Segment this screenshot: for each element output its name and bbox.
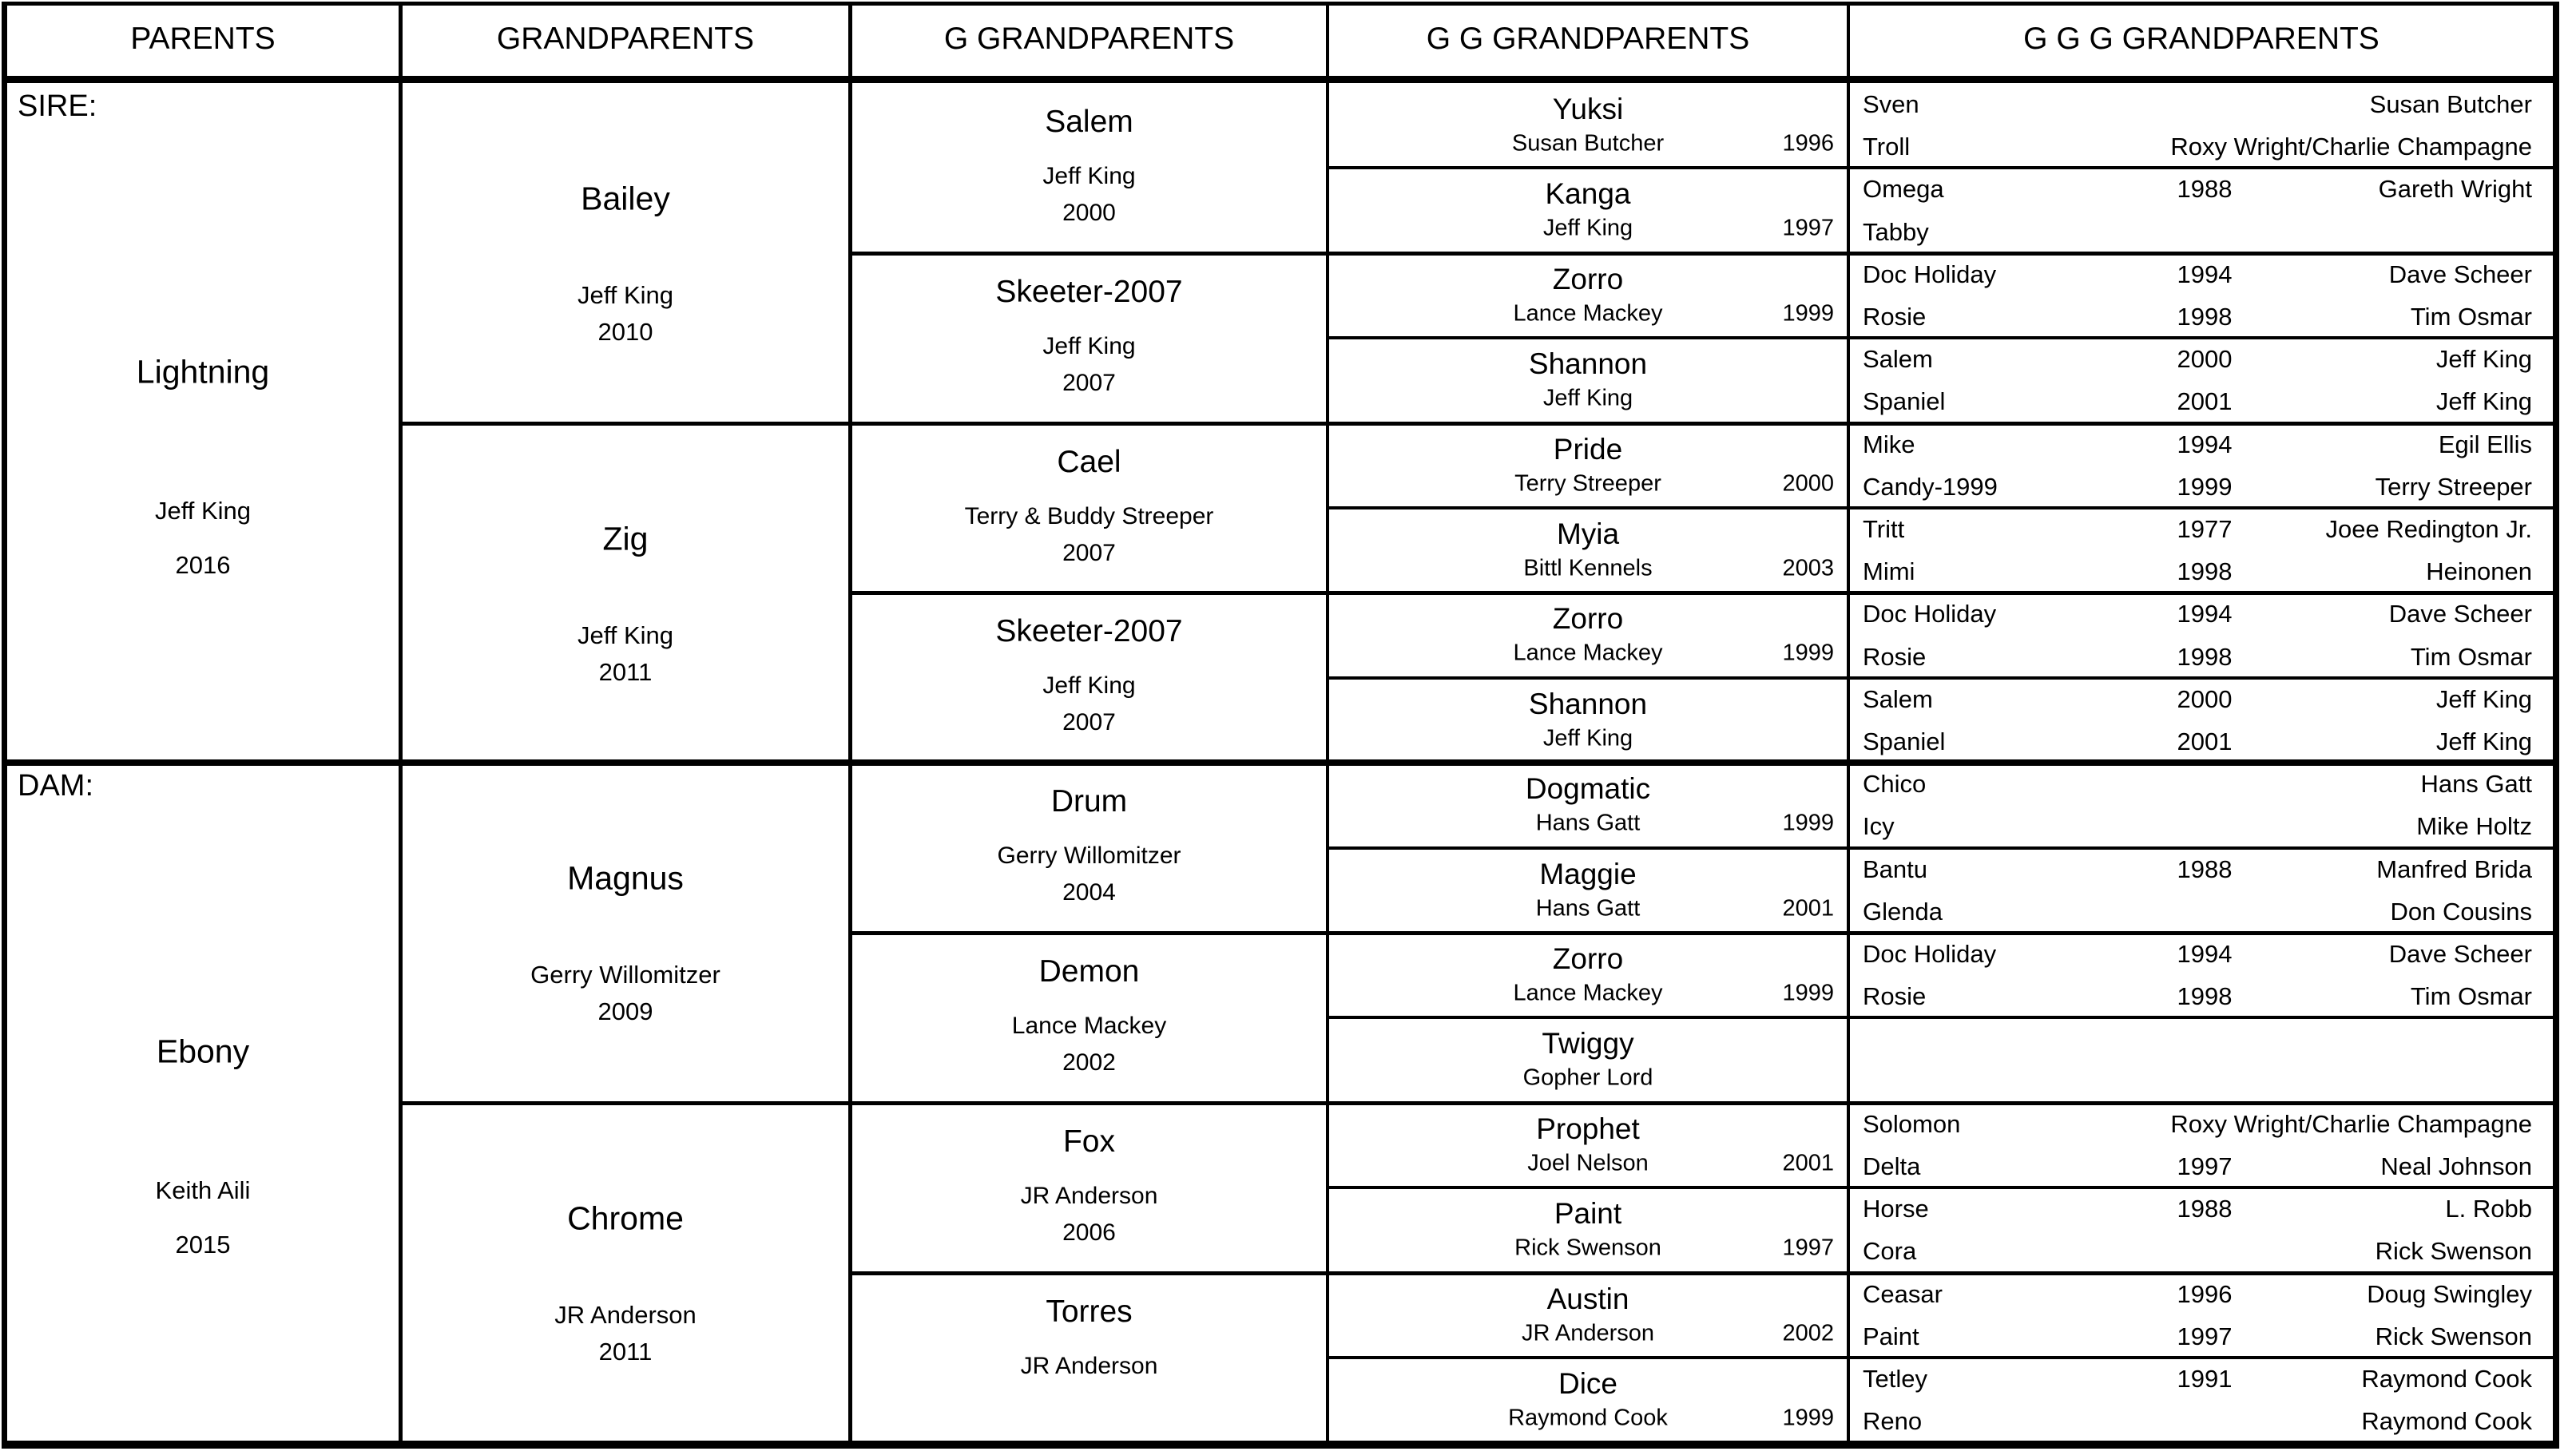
dog-year: 2011 bbox=[598, 658, 653, 687]
dog-year: 1991 bbox=[2177, 1365, 2233, 1393]
ggg-grandparent-row bbox=[1850, 125, 2553, 168]
dog-name: Horse bbox=[1863, 1195, 1929, 1223]
sire-label: SIRE: bbox=[18, 89, 97, 123]
dog-name: Zorro bbox=[1552, 262, 1624, 295]
gg-grandparent-cell bbox=[1329, 1103, 1847, 1187]
grandparent-cell bbox=[403, 83, 848, 422]
dam-label: DAM: bbox=[18, 769, 93, 803]
gg-grandparent-cell bbox=[1329, 423, 1847, 508]
dog-year: 1988 bbox=[2177, 1195, 2233, 1223]
dog-year: 1999 bbox=[1782, 300, 1834, 327]
dog-breeder: Jeff King bbox=[2435, 345, 2532, 373]
dog-name: Rosie bbox=[1863, 303, 1927, 331]
dam-cell bbox=[7, 763, 399, 1442]
dog-breeder: Dave Scheer bbox=[2388, 260, 2532, 288]
dog-year: 1994 bbox=[2177, 260, 2233, 288]
dog-year: 2003 bbox=[1782, 555, 1834, 581]
dog-name: Yuksi bbox=[1552, 92, 1624, 125]
column-header-label: GRANDPARENTS bbox=[496, 21, 755, 56]
dog-name: Omega bbox=[1863, 175, 1944, 203]
dog-breeder: Heinonen bbox=[2426, 557, 2532, 585]
ggg-grandparent-row bbox=[1850, 295, 2553, 339]
dog-breeder: Jeff King bbox=[1542, 725, 1633, 751]
g-grandparent-cell bbox=[852, 1273, 1326, 1442]
dog-breeder: Lance Mackey bbox=[1513, 640, 1663, 666]
dog-breeder: Dave Scheer bbox=[2388, 600, 2532, 628]
dog-breeder: Terry & Buddy Streeper bbox=[964, 502, 1214, 529]
table-border-left bbox=[2, 2, 7, 1449]
dog-breeder: Manfred Brida bbox=[2376, 855, 2532, 883]
dog-name: Zorro bbox=[1552, 601, 1624, 635]
ggg-grandparent-row bbox=[1850, 1145, 2553, 1188]
dog-year: 1999 bbox=[2177, 473, 2233, 501]
dog-name: Zorro bbox=[1552, 942, 1624, 975]
dog-name: Twiggy bbox=[1542, 1026, 1634, 1060]
ggg-grandparent-row bbox=[1850, 211, 2553, 254]
ggg-grandparent-row bbox=[1850, 1273, 2553, 1316]
dog-year: 2001 bbox=[2177, 387, 2233, 415]
ggg-grandparent-row bbox=[1850, 848, 2553, 891]
dog-year: 1997 bbox=[2177, 1152, 2233, 1180]
dog-name: Shannon bbox=[1528, 347, 1648, 380]
dog-year: 1997 bbox=[1782, 1235, 1834, 1261]
dog-breeder: Doug Swingley bbox=[2367, 1280, 2532, 1308]
gg-grandparent-cell bbox=[1329, 1358, 1847, 1442]
dog-year: 2002 bbox=[1782, 1320, 1834, 1346]
column-header-gg-grandparents bbox=[1329, 2, 1847, 76]
dog-name: Maggie bbox=[1539, 857, 1637, 890]
dog-breeder: Neal Johnson bbox=[2380, 1152, 2532, 1180]
dog-name: Dogmatic bbox=[1525, 771, 1651, 805]
dog-year: 1999 bbox=[1782, 810, 1834, 836]
gg-grandparent-cell bbox=[1329, 1017, 1847, 1102]
ggg-grandparent-row bbox=[1850, 805, 2553, 848]
dog-year: 2004 bbox=[1062, 879, 1116, 906]
dog-breeder: Terry Streeper bbox=[2375, 473, 2532, 501]
dog-name: Mimi bbox=[1863, 557, 1915, 585]
dog-breeder: Lance Mackey bbox=[1513, 300, 1663, 327]
dog-name: Myia bbox=[1556, 517, 1620, 550]
dog-name: Chico bbox=[1863, 770, 1927, 798]
ggg-grandparent-row bbox=[1850, 636, 2553, 679]
gg-grandparent-cell bbox=[1329, 168, 1847, 252]
ggg-grandparent-row bbox=[1850, 1230, 2553, 1273]
dog-breeder: Jeff King bbox=[577, 620, 674, 649]
dog-name: Skeeter-2007 bbox=[995, 613, 1183, 648]
dog-year: 1998 bbox=[2177, 557, 2233, 585]
dog-name: Delta bbox=[1863, 1152, 1921, 1180]
dog-breeder: Gareth Wright bbox=[2378, 175, 2532, 203]
dog-breeder: Egil Ellis bbox=[2438, 430, 2532, 458]
dog-year: 2002 bbox=[1062, 1049, 1116, 1076]
ggg-grandparent-row bbox=[1850, 593, 2553, 636]
dog-breeder: Rick Swenson bbox=[1514, 1235, 1661, 1261]
dog-name: Doc Holiday bbox=[1863, 940, 1997, 968]
dog-breeder: Hans Gatt bbox=[1535, 810, 1641, 836]
gg-grandparent-cell bbox=[1329, 508, 1847, 593]
dog-year: 1994 bbox=[2177, 430, 2233, 458]
gg-grandparent-cell bbox=[1329, 593, 1847, 677]
dog-breeder: Susan Butcher bbox=[2369, 90, 2532, 118]
dog-breeder: JR Anderson bbox=[1020, 1352, 1158, 1379]
dog-name: Tabby bbox=[1863, 218, 1929, 246]
dog-breeder: JR Anderson bbox=[554, 1300, 697, 1329]
ggg-grandparent-row bbox=[1850, 338, 2553, 381]
dog-breeder: Terry Streeper bbox=[1514, 470, 1661, 497]
dog-breeder: Raymond Cook bbox=[1508, 1405, 1668, 1431]
ggg-grandparent-row bbox=[1850, 1400, 2553, 1443]
dog-year: 1996 bbox=[1782, 130, 1834, 157]
dog-year: 2007 bbox=[1062, 540, 1116, 567]
dog-name: Demon bbox=[1038, 953, 1140, 989]
dog-year: 1994 bbox=[2177, 600, 2233, 628]
dog-name: Ceasar bbox=[1863, 1280, 1943, 1308]
dog-breeder: L. Robb bbox=[2445, 1195, 2532, 1223]
grandparent-cell bbox=[403, 423, 848, 763]
ggg-grandparent-row bbox=[1850, 508, 2553, 551]
dog-year: 2001 bbox=[1782, 895, 1834, 922]
dog-name: Solomon bbox=[1863, 1110, 1961, 1138]
dog-year: 1996 bbox=[2177, 1280, 2233, 1308]
dog-breeder: Raymond Cook bbox=[2361, 1365, 2532, 1393]
dog-year: 1994 bbox=[2177, 940, 2233, 968]
dog-year: 1998 bbox=[2177, 303, 2233, 331]
dog-year: 1998 bbox=[2177, 643, 2233, 671]
dog-breeder: Jeff King bbox=[1542, 385, 1633, 411]
g-grandparent-cell bbox=[852, 593, 1326, 762]
dog-name: Doc Holiday bbox=[1863, 600, 1997, 628]
ggg-grandparent-row bbox=[1850, 253, 2553, 296]
dog-name: Zig bbox=[602, 520, 649, 557]
ggg-grandparent-row bbox=[1850, 1315, 2553, 1358]
ggg-grandparent-row bbox=[1850, 380, 2553, 423]
g-grandparent-cell bbox=[852, 423, 1326, 593]
ggg-grandparent-row bbox=[1850, 83, 2553, 126]
dog-breeder: Jeff King bbox=[1042, 672, 1136, 699]
ggg-grandparent-row bbox=[1850, 763, 2553, 806]
dog-breeder: Lance Mackey bbox=[1011, 1012, 1167, 1039]
column-header-label: G G GRANDPARENTS bbox=[1426, 21, 1750, 56]
dog-year: 1997 bbox=[2177, 1322, 2233, 1350]
dog-name: Salem bbox=[1863, 345, 1933, 373]
dog-breeder: Tim Osmar bbox=[2410, 303, 2532, 331]
grandparent-cell bbox=[403, 1103, 848, 1442]
sire-cell bbox=[7, 83, 399, 763]
dog-name: Cora bbox=[1863, 1237, 1917, 1265]
dog-breeder: Dave Scheer bbox=[2388, 940, 2532, 968]
dog-year: 1988 bbox=[2177, 855, 2233, 883]
grandparent-cell bbox=[403, 763, 848, 1102]
dog-name: Dice bbox=[1558, 1366, 1618, 1400]
dog-year: 2001 bbox=[2177, 728, 2233, 755]
dog-breeder: Keith Aili bbox=[155, 1176, 251, 1205]
dog-breeder: JR Anderson bbox=[1020, 1182, 1158, 1209]
dog-breeder: Rick Swenson bbox=[2375, 1322, 2532, 1350]
dog-name: Skeeter-2007 bbox=[995, 274, 1183, 309]
header-divider bbox=[2, 76, 2559, 83]
gg-grandparent-cell bbox=[1329, 83, 1847, 168]
dog-year: 2000 bbox=[2177, 685, 2233, 713]
dog-name: Magnus bbox=[567, 859, 684, 896]
column-header-label: G GRANDPARENTS bbox=[943, 21, 1235, 56]
dog-breeder: JR Anderson bbox=[1521, 1320, 1655, 1346]
dog-year: 2007 bbox=[1062, 709, 1116, 736]
gg-grandparent-cell bbox=[1329, 933, 1847, 1017]
dog-year: 2015 bbox=[175, 1231, 231, 1259]
g-grandparent-cell bbox=[852, 763, 1326, 932]
column-header-label: G G G GRANDPARENTS bbox=[2023, 21, 2380, 56]
dog-year: 2001 bbox=[1782, 1150, 1834, 1176]
ggg-grandparent-row bbox=[1850, 423, 2553, 466]
ggg-grandparent-row bbox=[1850, 1061, 2553, 1104]
dog-year: 2016 bbox=[175, 551, 231, 580]
dog-year: 2010 bbox=[597, 318, 653, 347]
dog-breeder: Jeff King bbox=[1042, 332, 1136, 359]
dog-name: Bailey bbox=[581, 180, 670, 216]
dog-name: Sven bbox=[1863, 90, 1919, 118]
dog-name: Ebony bbox=[156, 1033, 250, 1070]
dog-year: 2000 bbox=[1782, 470, 1834, 497]
column-header-grandparents bbox=[403, 2, 848, 76]
dog-name: Spaniel bbox=[1863, 387, 1946, 415]
dog-name: Cael bbox=[1057, 444, 1121, 479]
dog-name: Prophet bbox=[1536, 1112, 1640, 1145]
ggg-grandparent-row bbox=[1850, 890, 2553, 934]
dog-year: 2000 bbox=[2177, 345, 2233, 373]
dog-name: Doc Holiday bbox=[1863, 260, 1997, 288]
column-header-label: PARENTS bbox=[130, 21, 276, 56]
dog-breeder: Raymond Cook bbox=[2361, 1407, 2532, 1435]
gg-grandparent-cell bbox=[1329, 848, 1847, 933]
dog-year: 2000 bbox=[1062, 200, 1116, 227]
g-grandparent-cell bbox=[852, 1103, 1326, 1272]
g-grandparent-cell bbox=[852, 83, 1326, 252]
dog-name: Troll bbox=[1863, 133, 1911, 161]
dog-breeder: Tim Osmar bbox=[2410, 982, 2532, 1010]
dog-name: Lightning bbox=[136, 353, 270, 391]
gg-grandparent-cell bbox=[1329, 1273, 1847, 1358]
ggg-grandparent-row bbox=[1850, 1358, 2553, 1401]
dog-name: Paint bbox=[1863, 1322, 1919, 1350]
column-header-ggg-grandparents bbox=[1850, 2, 2553, 76]
ggg-grandparent-row bbox=[1850, 975, 2553, 1018]
dog-year: 1998 bbox=[2177, 982, 2233, 1010]
dog-breeder: Hans Gatt bbox=[1535, 895, 1641, 922]
dog-year: 1999 bbox=[1782, 640, 1834, 666]
ggg-grandparent-row bbox=[1850, 678, 2553, 721]
ggg-grandparent-row bbox=[1850, 1103, 2553, 1146]
dog-name: Drum bbox=[1050, 783, 1128, 819]
dog-name: Paint bbox=[1554, 1196, 1622, 1230]
dog-breeder: Rick Swenson bbox=[2375, 1237, 2532, 1265]
ggg-grandparent-row bbox=[1850, 1187, 2553, 1231]
dog-breeder: Jeff King bbox=[2435, 685, 2532, 713]
dog-name: Salem bbox=[1045, 104, 1133, 139]
dog-name: Reno bbox=[1863, 1407, 1923, 1435]
dog-breeder: Bittl Kennels bbox=[1523, 555, 1653, 581]
dog-name: Chrome bbox=[567, 1199, 684, 1236]
dog-breeder: Jeff King bbox=[2435, 387, 2532, 415]
dog-breeder: Joee Redington Jr. bbox=[2325, 515, 2532, 543]
dog-year: 2009 bbox=[597, 997, 653, 1026]
gg-grandparent-cell bbox=[1329, 763, 1847, 847]
dog-year: 1988 bbox=[2177, 175, 2233, 203]
dog-year: 1999 bbox=[1782, 1405, 1834, 1431]
dog-name: Rosie bbox=[1863, 643, 1927, 671]
ggg-grandparent-row bbox=[1850, 550, 2553, 593]
dog-name: Austin bbox=[1546, 1282, 1629, 1315]
dog-name: Candy-1999 bbox=[1863, 473, 1998, 501]
dog-year: 1977 bbox=[2177, 515, 2233, 543]
dog-name: Torres bbox=[1046, 1294, 1133, 1329]
column-header-g-grandparents bbox=[852, 2, 1326, 76]
gg-grandparent-cell bbox=[1329, 338, 1847, 422]
dog-breeder: Jeff King bbox=[154, 497, 252, 525]
gg-grandparent-cell bbox=[1329, 1187, 1847, 1272]
ggg-grandparent-row bbox=[1850, 1017, 2553, 1061]
dog-breeder: Hans Gatt bbox=[2420, 770, 2532, 798]
dog-name: Pride bbox=[1553, 432, 1623, 466]
dog-breeder: Roxy Wright/Charlie Champagne bbox=[2170, 1110, 2532, 1138]
g-grandparent-cell bbox=[852, 933, 1326, 1102]
dog-breeder: Jeff King bbox=[2435, 728, 2532, 755]
dog-name: Shannon bbox=[1528, 687, 1648, 720]
dog-name: Icy bbox=[1863, 812, 1895, 840]
dog-year: 2011 bbox=[598, 1338, 653, 1366]
dog-breeder: Lance Mackey bbox=[1513, 980, 1663, 1006]
dog-name: Tritt bbox=[1863, 515, 1905, 543]
dog-name: Fox bbox=[1062, 1124, 1115, 1159]
dog-breeder: Tim Osmar bbox=[2410, 643, 2532, 671]
dog-name: Glenda bbox=[1863, 898, 1943, 926]
dog-name: Mike bbox=[1863, 430, 1915, 458]
column-header-parents bbox=[7, 2, 399, 76]
dog-breeder: Jeff King bbox=[577, 280, 674, 309]
dog-name: Tetley bbox=[1863, 1365, 1927, 1393]
dog-year: 2007 bbox=[1062, 370, 1116, 397]
ggg-grandparent-row bbox=[1850, 168, 2553, 211]
dog-breeder: Roxy Wright/Charlie Champagne bbox=[2170, 133, 2532, 161]
dog-name: Kanga bbox=[1545, 176, 1631, 210]
dog-breeder: Gerry Willomitzer bbox=[530, 960, 720, 989]
dog-breeder: Susan Butcher bbox=[1511, 130, 1665, 157]
table-border-right bbox=[2553, 2, 2559, 1449]
dog-breeder: Joel Nelson bbox=[1527, 1150, 1649, 1176]
dog-name: Spaniel bbox=[1863, 728, 1946, 755]
gg-grandparent-cell bbox=[1329, 253, 1847, 338]
dog-breeder: Gerry Willomitzer bbox=[997, 842, 1181, 869]
dog-year: 2006 bbox=[1062, 1219, 1116, 1247]
dog-breeder: Mike Holtz bbox=[2416, 812, 2532, 840]
ggg-grandparent-row bbox=[1850, 466, 2553, 509]
ggg-grandparent-row bbox=[1850, 933, 2553, 976]
dog-breeder: Jeff King bbox=[1042, 162, 1136, 189]
dog-breeder: Jeff King bbox=[1542, 215, 1633, 241]
g-grandparent-cell bbox=[852, 253, 1326, 422]
dog-year: 1999 bbox=[1782, 980, 1834, 1006]
dog-breeder: Gopher Lord bbox=[1522, 1064, 1653, 1091]
ggg-grandparent-row bbox=[1850, 720, 2553, 763]
dog-name: Bantu bbox=[1863, 855, 1928, 883]
dog-breeder: Don Cousins bbox=[2390, 898, 2532, 926]
dog-name: Salem bbox=[1863, 685, 1933, 713]
dog-year: 1997 bbox=[1782, 215, 1834, 241]
gg-grandparent-cell bbox=[1329, 678, 1847, 763]
dog-name: Rosie bbox=[1863, 982, 1927, 1010]
